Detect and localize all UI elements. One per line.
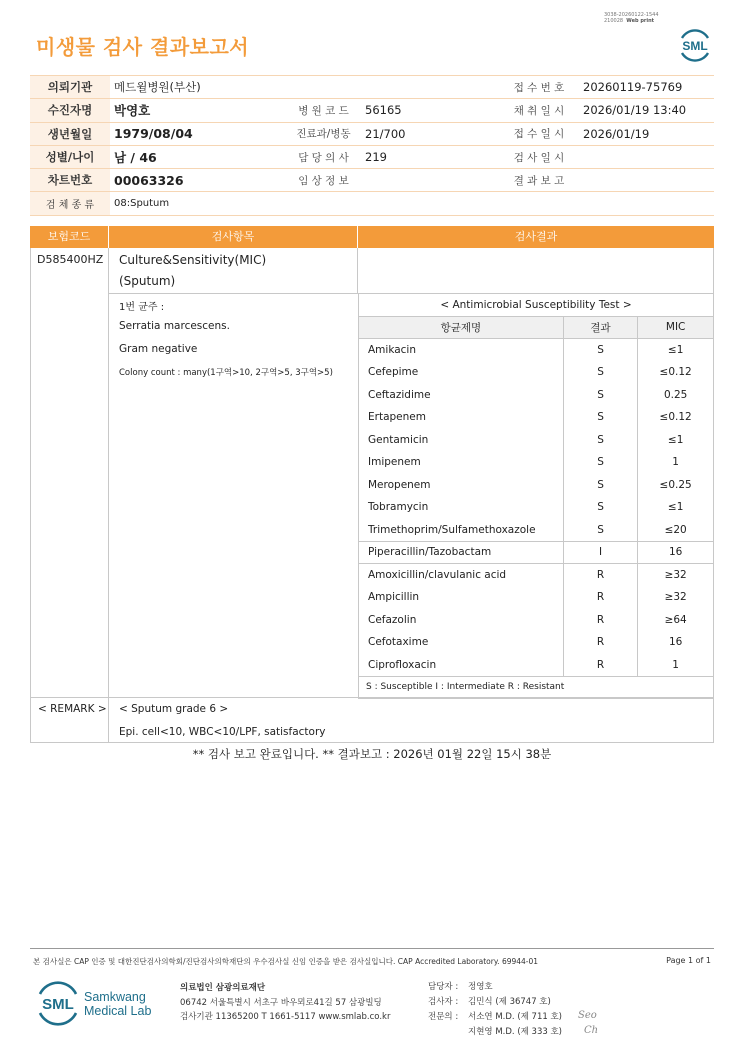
info-value: 08:Sputum	[110, 192, 286, 215]
isolate-label: 1번 균주 :	[119, 302, 165, 313]
drug-result: S	[563, 519, 638, 542]
drug-result: S	[563, 451, 638, 474]
drug-name: Piperacillin/Tazobactam	[359, 541, 564, 564]
ast-row	[359, 564, 714, 587]
info-value: 2026/01/19	[579, 122, 714, 145]
samkwang-logo-line1: Samkwang	[84, 990, 146, 1004]
info-label: 검 체 종 류	[30, 192, 110, 215]
info-label: 채 취 일 시	[499, 99, 579, 122]
foundation-name: 의료법인 삼광의료재단	[180, 983, 266, 993]
drug-mic: 1	[638, 654, 714, 677]
drug-mic: ≥64	[638, 609, 714, 632]
drug-result: S	[563, 429, 638, 452]
ast-col-drug: 항균제명	[359, 316, 564, 339]
drug-result: R	[563, 654, 638, 677]
info-label: 수진자명	[30, 99, 110, 122]
signature-1: Seo	[578, 1010, 597, 1021]
drug-name: Tobramycin	[359, 496, 564, 519]
info-value: 219	[361, 145, 499, 168]
drug-name: Ampicillin	[359, 586, 564, 609]
drug-result: S	[563, 474, 638, 497]
staff-entry	[428, 1010, 562, 1025]
ast-title: < Antimicrobial Susceptibility Test >	[359, 294, 714, 317]
info-label	[499, 192, 579, 215]
info-value: 2026/01/19 13:40	[579, 99, 714, 122]
drug-mic: ≤0.25	[638, 474, 714, 497]
staff-role: 전문의 :	[428, 1012, 459, 1022]
ast-row	[359, 654, 714, 677]
remark-label: < REMARK >	[38, 703, 107, 715]
info-label: 성별/나이	[30, 145, 110, 168]
drug-result: S	[563, 496, 638, 519]
drug-mic: ≤1	[638, 339, 714, 362]
drug-name: Trimethoprim/Sulfamethoxazole	[359, 519, 564, 542]
info-label: 담 당 의 사	[286, 145, 361, 168]
staff-name: 지현영 M.D. (제 333 호)	[468, 1027, 563, 1037]
info-value	[361, 169, 499, 192]
patient-info-row	[30, 99, 714, 122]
ast-row	[359, 609, 714, 632]
patient-info-row	[30, 192, 714, 215]
drug-mic: 1	[638, 451, 714, 474]
drug-name: Ceftazidime	[359, 384, 564, 407]
border-left	[30, 248, 31, 743]
remark-detail: Epi. cell<10, WBC<10/LPF, satisfactory	[119, 726, 326, 738]
samkwang-logo-line2: Medical Lab	[84, 1004, 152, 1018]
drug-result: R	[563, 564, 638, 587]
drug-name: Cefotaxime	[359, 631, 564, 654]
ast-row	[359, 586, 714, 609]
organism-name: Serratia marcescens.	[119, 320, 230, 332]
remark-grade: < Sputum grade 6 >	[119, 703, 229, 715]
drug-mic: ≥32	[638, 586, 714, 609]
samkwang-logo	[36, 980, 154, 1026]
ast-row	[359, 429, 714, 452]
ast-row	[359, 451, 714, 474]
staff-entry	[428, 980, 562, 995]
foundation-info	[180, 981, 390, 1025]
certification-note: 본 검사실은 CAP 인증 및 대한진단검사의학회/진단검사의학재단의 우수검사실 신임 인증을 받은 검사실입니다. CAP Accredited Laboratory. 69944-01	[33, 957, 539, 966]
patient-info-row	[30, 76, 714, 99]
info-label: 접 수 일 시	[499, 122, 579, 145]
page-title: 미생물 검사 결과보고서	[36, 35, 250, 59]
document-code-line1: 3038-20260122-1544	[604, 12, 659, 18]
ast-row	[359, 631, 714, 654]
ast-table	[358, 293, 714, 699]
staff-entry	[428, 995, 562, 1010]
drug-result: S	[563, 384, 638, 407]
ast-table-body	[359, 294, 714, 699]
ast-row	[359, 519, 714, 542]
foundation-contact: 검사기관 11365200 T 1661-5117 www.smlab.co.kr	[180, 1012, 391, 1022]
info-label: 차트번호	[30, 169, 110, 192]
info-value	[361, 76, 499, 99]
patient-info-row	[30, 145, 714, 168]
drug-mic: 16	[638, 541, 714, 564]
staff-entry	[428, 1025, 562, 1040]
col-divider-2-top	[357, 248, 358, 293]
colony-count: Colony count : many(1구역>10, 2구역>5, 3구역>5)	[119, 368, 333, 378]
document-code	[604, 12, 659, 24]
insurance-code: D585400HZ	[37, 253, 104, 266]
sml-logo-text: SML	[682, 39, 708, 53]
ast-row	[359, 474, 714, 497]
ast-col-mic: MIC	[638, 316, 714, 339]
staff-name: 정영호	[468, 982, 493, 992]
test-name: Culture&Sensitivity(MIC)	[119, 253, 267, 267]
drug-result: S	[563, 361, 638, 384]
document-code-line2: 210028 Web print	[604, 18, 655, 24]
drug-name: Cefazolin	[359, 609, 564, 632]
info-label: 진료과/병동	[286, 122, 361, 145]
drug-result: S	[563, 406, 638, 429]
drug-result: S	[563, 339, 638, 362]
header-insurance-code: 보험코드	[30, 226, 108, 248]
info-value: 남 / 46	[110, 145, 286, 168]
drug-result: I	[563, 541, 638, 564]
ast-col-result: 결과	[563, 316, 638, 339]
signature-2: Ch	[584, 1025, 599, 1036]
info-label: 임 상 정 보	[286, 169, 361, 192]
staff-role: 담당자 :	[428, 982, 459, 992]
staff-list	[428, 980, 562, 1040]
info-value	[579, 169, 714, 192]
drug-mic: ≤1	[638, 496, 714, 519]
drug-name: Gentamicin	[359, 429, 564, 452]
staff-name: 서소연 M.D. (제 711 호)	[468, 1012, 563, 1022]
info-label: 결 과 보 고	[499, 169, 579, 192]
drug-name: Cefepime	[359, 361, 564, 384]
drug-name: Ciprofloxacin	[359, 654, 564, 677]
staff-role: 검사자 :	[428, 997, 459, 1007]
ast-legend: S : Susceptible I : Intermediate R : Resistant	[359, 676, 714, 699]
info-value: 메드윌병원(부산)	[110, 76, 286, 99]
ast-row	[359, 384, 714, 407]
info-label	[286, 76, 361, 99]
info-value	[579, 145, 714, 168]
footer-divider	[30, 948, 714, 949]
drug-result: R	[563, 631, 638, 654]
info-value: 1979/08/04	[110, 122, 286, 145]
drug-mic: 0.25	[638, 384, 714, 407]
ast-row	[359, 339, 714, 362]
info-label: 접 수 번 호	[499, 76, 579, 99]
patient-info-row	[30, 169, 714, 192]
drug-result: R	[563, 609, 638, 632]
drug-mic: ≤0.12	[638, 406, 714, 429]
drug-result: R	[563, 586, 638, 609]
page-number: Page 1 of 1	[666, 956, 711, 965]
drug-mic: ≤1	[638, 429, 714, 452]
drug-mic: 16	[638, 631, 714, 654]
drug-name: Amoxicillin/clavulanic acid	[359, 564, 564, 587]
report-completion-note: ** 검사 보고 완료입니다. ** 결과보고 : 2026년 01월 22일 15시 38분	[192, 747, 552, 761]
drug-name: Imipenem	[359, 451, 564, 474]
info-label: 생년월일	[30, 122, 110, 145]
results-section	[30, 226, 714, 743]
info-value	[579, 192, 714, 215]
patient-info-body	[30, 76, 714, 216]
drug-mic: ≥32	[638, 564, 714, 587]
patient-info-table	[30, 75, 714, 216]
info-value: 56165	[361, 99, 499, 122]
ast-row	[359, 406, 714, 429]
info-label: 병 원 코 드	[286, 99, 361, 122]
border-bottom	[30, 742, 714, 743]
info-value: 21/700	[361, 122, 499, 145]
header-test-result: 검사결과	[358, 226, 714, 248]
drug-name: Amikacin	[359, 339, 564, 362]
col-divider-1	[108, 248, 109, 743]
foundation-address: 06742 서울특별시 서초구 바우뫼로41길 57 삼광빌딩	[180, 997, 382, 1008]
info-value	[361, 192, 499, 215]
staff-name: 김민식 (제 36747 호)	[468, 997, 551, 1007]
ast-header-row	[359, 316, 714, 339]
specimen-label: (Sputum)	[119, 274, 176, 288]
drug-name: Meropenem	[359, 474, 564, 497]
info-value: 00063326	[110, 169, 286, 192]
ast-row	[359, 496, 714, 519]
ast-legend-row	[359, 676, 714, 699]
sml-logo	[676, 26, 714, 64]
info-label: 검 사 일 시	[499, 145, 579, 168]
gram-stain: Gram negative	[119, 343, 198, 355]
ast-caption-row	[359, 294, 714, 317]
info-value: 박영호	[110, 99, 286, 122]
patient-info-row	[30, 122, 714, 145]
header-test-item: 검사항목	[109, 226, 357, 248]
drug-mic: ≤20	[638, 519, 714, 542]
drug-mic: ≤0.12	[638, 361, 714, 384]
samkwang-logo-mark: SML	[42, 996, 74, 1013]
info-value: 20260119-75769	[579, 76, 714, 99]
info-label: 의뢰기관	[30, 76, 110, 99]
drug-name: Ertapenem	[359, 406, 564, 429]
ast-row	[359, 361, 714, 384]
ast-row	[359, 541, 714, 564]
info-label	[286, 192, 361, 215]
